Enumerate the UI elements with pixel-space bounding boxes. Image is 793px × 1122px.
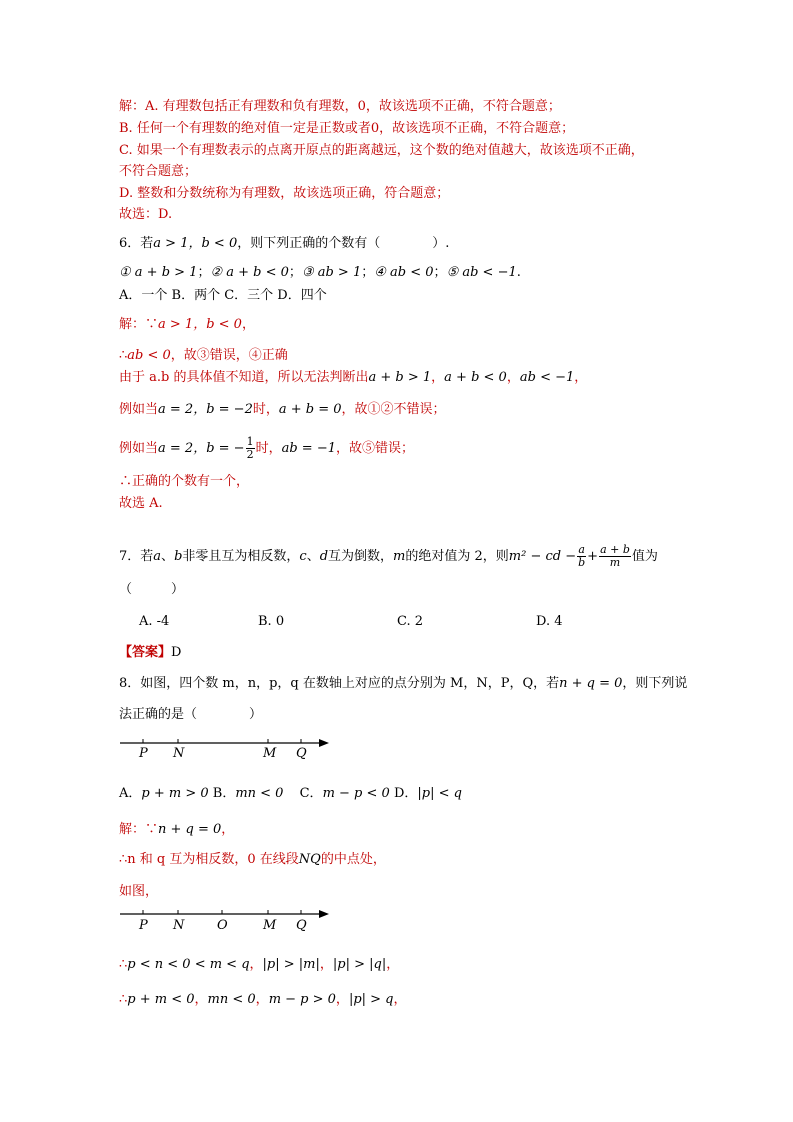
q7-choice-b: B. 0 <box>258 614 285 629</box>
q8-solution-5: ∴p + m < 0，mn < 0，m − p > 0，|p| > q， <box>119 992 407 1007</box>
point-label-n: N <box>173 918 185 933</box>
answer-line-6: 故选：D. <box>119 207 173 222</box>
answer-line-1: 解：A. 有理数包括正有理数和负有理数，0，故该选项不正确，不符合题意； <box>119 99 561 114</box>
q7-choice-a: A. -4 <box>139 614 170 629</box>
q8-solution-1: 解：∵n + q = 0， <box>119 822 235 837</box>
q8-choice-d: D．|p| < q <box>393 786 462 801</box>
answer-line-5: D. 整数和分数统称为有理数，故该选项正确，符合题意； <box>119 186 450 201</box>
number-line-2 <box>115 905 335 933</box>
q7-choice-c: C. 2 <box>397 614 424 629</box>
q8-choice-a: A．p + m > 0 <box>119 786 209 801</box>
q6-solution-2: ∴ab < 0，故③错误，④正确 <box>119 348 288 363</box>
q6-solution-5: 例如当a = 2，b = − $\frac{1}{2}$ 时，ab = −1，故⑤错误； <box>119 435 415 461</box>
q6-solution-3: 由于 a.b 的具体值不知道，所以无法判断出a + b > 1，a + b < 0，ab < −1， <box>119 370 588 385</box>
answer-line-4: 不符合题意； <box>119 164 198 179</box>
q7-paren: （ ） <box>119 582 185 597</box>
q8-choices <box>119 786 462 802</box>
q7-choice-d: D. 4 <box>536 614 563 629</box>
q7-stem: 7．若a、b非零且互为相反数，c、d互为倒数，m的绝对值为 2，则m² − cd − $\frac{a}{b}$ + $\frac{a + b}{m}$ 值为 <box>119 543 658 569</box>
q8-stem-1: 8．如图，四个数 m，n，p，q 在数轴上对应的点分别为 M，N，P，Q，若n + q = 0，则下列说 <box>119 676 688 691</box>
fraction-a-over-b: $\frac{a}{b}$ <box>578 543 586 569</box>
q6-solution-4: 例如当a = 2，b = −2时，a + b = 0，故①②不错误； <box>119 402 446 417</box>
answer-line-2: B. 任何一个有理数的绝对值一定是正数或者0，故该选项不正确，不符合题意； <box>119 121 575 136</box>
point-label-m: M <box>263 918 277 933</box>
point-label-q: Q <box>296 746 307 761</box>
point-label-p: P <box>139 918 148 933</box>
q8-solution-2: ∴n 和 q 互为相反数，0 在线段NQ的中点处， <box>119 852 386 867</box>
q8-solution-4: ∴p < n < 0 < m < q，|p| > |m|，|p| > |q|， <box>119 957 400 972</box>
q6-stem: 6．若a > 1，b < 0，则下列正确的个数有（ ）. <box>119 236 450 251</box>
fraction-a-plus-b-over-m: $\frac{a + b}{m}$ <box>600 543 630 569</box>
q8-choice-c: C．m − p < 0 <box>299 786 390 801</box>
q6-solution-7: 故选 A. <box>119 496 163 511</box>
q8-solution-3: 如图， <box>119 884 159 899</box>
q7-answer: 【答案】D <box>119 645 182 660</box>
point-label-m: M <box>263 746 277 761</box>
q8-choice-b: B．mn < 0 <box>212 786 284 801</box>
q6-options: ① a + b > 1；② a + b < 0；③ ab > 1；④ ab < 0；⑤ ab < −1. <box>119 265 521 280</box>
q6-solution-6: ∴正确的个数有一个， <box>119 474 250 489</box>
answer-line-3: C. 如果一个有理数表示的点离开原点的距离越远，这个数的绝对值越大，故该选项不正确， <box>119 143 644 158</box>
point-label-q: Q <box>296 918 307 933</box>
number-line-1 <box>115 734 335 762</box>
q8-stem-2: 法正确的是（ ） <box>119 707 263 722</box>
point-label-p: P <box>139 746 148 761</box>
point-label-n: N <box>173 746 185 761</box>
q6-solution-1: 解：∵a > 1，b < 0， <box>119 317 255 332</box>
fraction-one-half: $\frac{1}{2}$ <box>246 435 254 461</box>
q6-choices: A．一个 B．两个 C．三个 D．四个 <box>119 288 327 303</box>
point-label-o: O <box>217 918 228 933</box>
